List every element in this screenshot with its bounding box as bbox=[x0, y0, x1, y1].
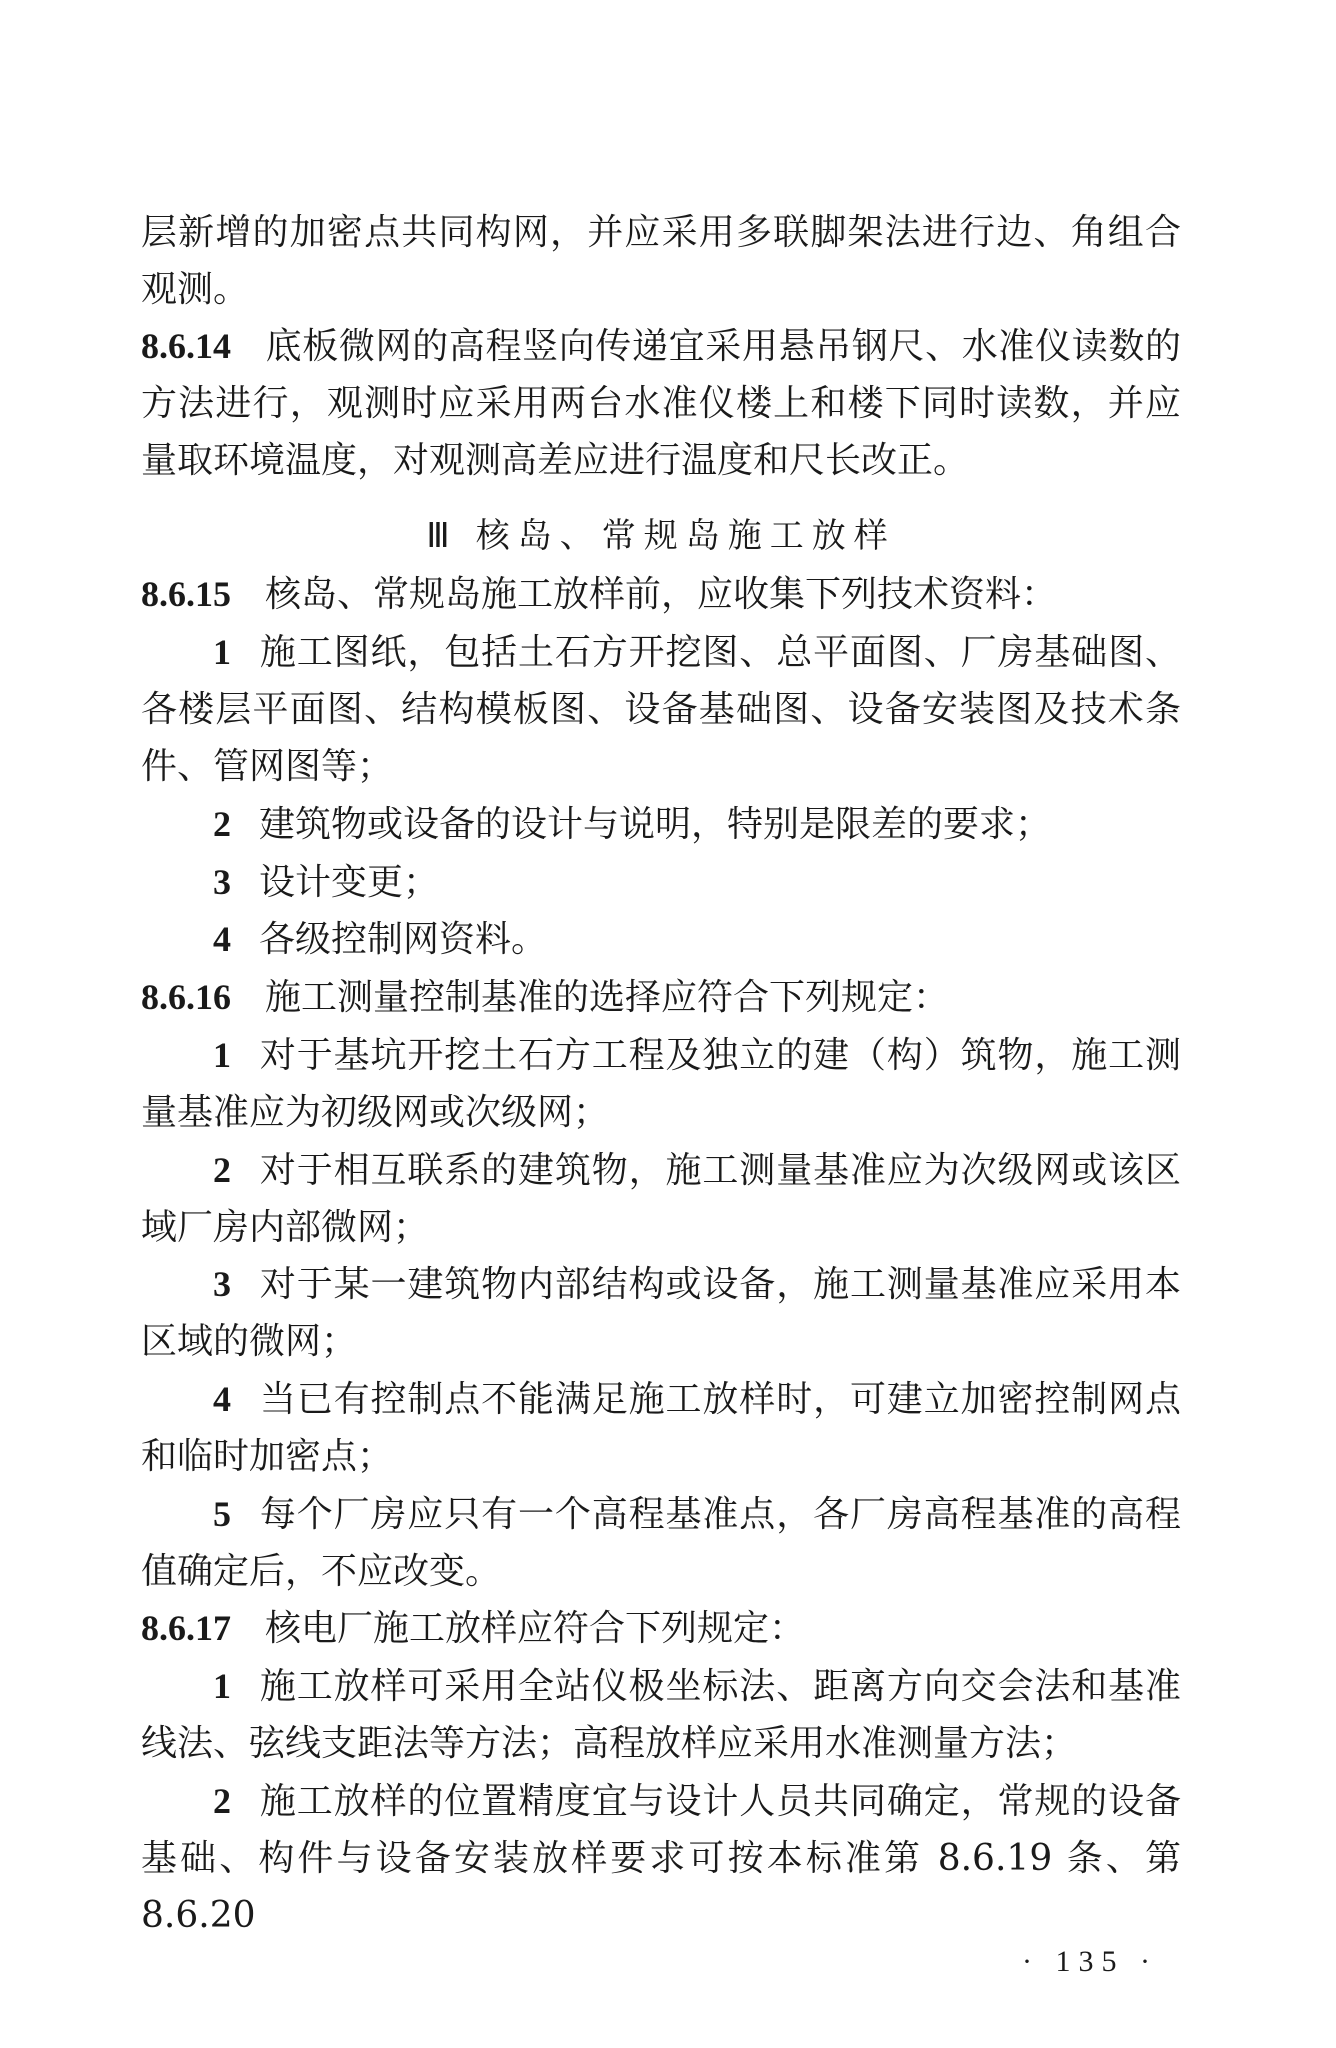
section-heading bbox=[141, 508, 1181, 565]
list-item: 1 施工放样可采用全站仪极坐标法、距离方向交会法和基准线法、弦线支距法等方法；高程放样应采用水准测量方法； bbox=[141, 1666, 1181, 1764]
list-item: 1 对于基坑开挖土石方工程及独立的建（构）筑物，施工测量基准应为初级网或次级网； bbox=[141, 1035, 1181, 1133]
list-item: 4 当已有控制点不能满足施工放样时，可建立加密控制网点和临时加密点； bbox=[141, 1379, 1181, 1477]
list-item: 5 每个厂房应只有一个高程基准点，各厂房高程基准的高程值确定后，不应改变。 bbox=[141, 1494, 1181, 1592]
list-item: 2 施工放样的位置精度宜与设计人员共同确定，常规的设备基础、构件与设备安装放样要求可按本标准第 8.6.19 条、第 8.6.20 bbox=[141, 1781, 1181, 1936]
clause-number: 8.6.16 bbox=[141, 977, 231, 1017]
clause-text: 底板微网的高程竖向传递宜采用悬吊钢尺、水准仪读数的方法进行，观测时应采用两台水准仪楼上和楼下同时读数，并应量取环境温度，对观测高差应进行温度和尺长改正。 bbox=[141, 326, 1181, 481]
clause-8-6-14 bbox=[141, 318, 1181, 489]
page-number: · 135 · bbox=[1022, 1945, 1158, 1978]
list-item: 3 对于某一建筑物内部结构或设备，施工测量基准应采用本区域的微网； bbox=[141, 1264, 1181, 1362]
clause-number: 8.6.14 bbox=[141, 326, 231, 366]
list-item: 2 对于相互联系的建筑物，施工测量基准应为次级网或该区域厂房内部微网； bbox=[141, 1150, 1181, 1248]
list-item: 4 各级控制网资料。 bbox=[213, 919, 548, 960]
clause-text: 核岛、常规岛施工放样前，应收集下列技术资料： bbox=[265, 574, 1058, 615]
list-item: 3 设计变更； bbox=[213, 862, 440, 903]
clause-8-6-15 bbox=[141, 566, 1181, 623]
clause-text: 核电厂施工放样应符合下列规定： bbox=[265, 1608, 806, 1649]
section-title: 核岛、常规岛施工放样 bbox=[475, 516, 896, 556]
clause-text: 施工测量控制基准的选择应符合下列规定： bbox=[265, 977, 950, 1018]
list-item: 1 施工图纸，包括土石方开挖图、总平面图、厂房基础图、各楼层平面图、结构模板图、设备基础图、设备安装图及技术条件、管网图等； bbox=[141, 632, 1181, 787]
list-item: 2 建筑物或设备的设计与说明，特别是限差的要求； bbox=[213, 804, 1052, 845]
clause-number: 8.6.15 bbox=[141, 574, 231, 614]
section-roman: Ⅲ bbox=[426, 518, 450, 555]
clause-number: 8.6.17 bbox=[141, 1608, 231, 1648]
clause-8-6-17 bbox=[141, 1600, 1181, 1657]
clause-8-6-16 bbox=[141, 969, 1181, 1026]
intro-paragraph: 层新增的加密点共同构网，并应采用多联脚架法进行边、角组合观测。 bbox=[141, 212, 1181, 310]
